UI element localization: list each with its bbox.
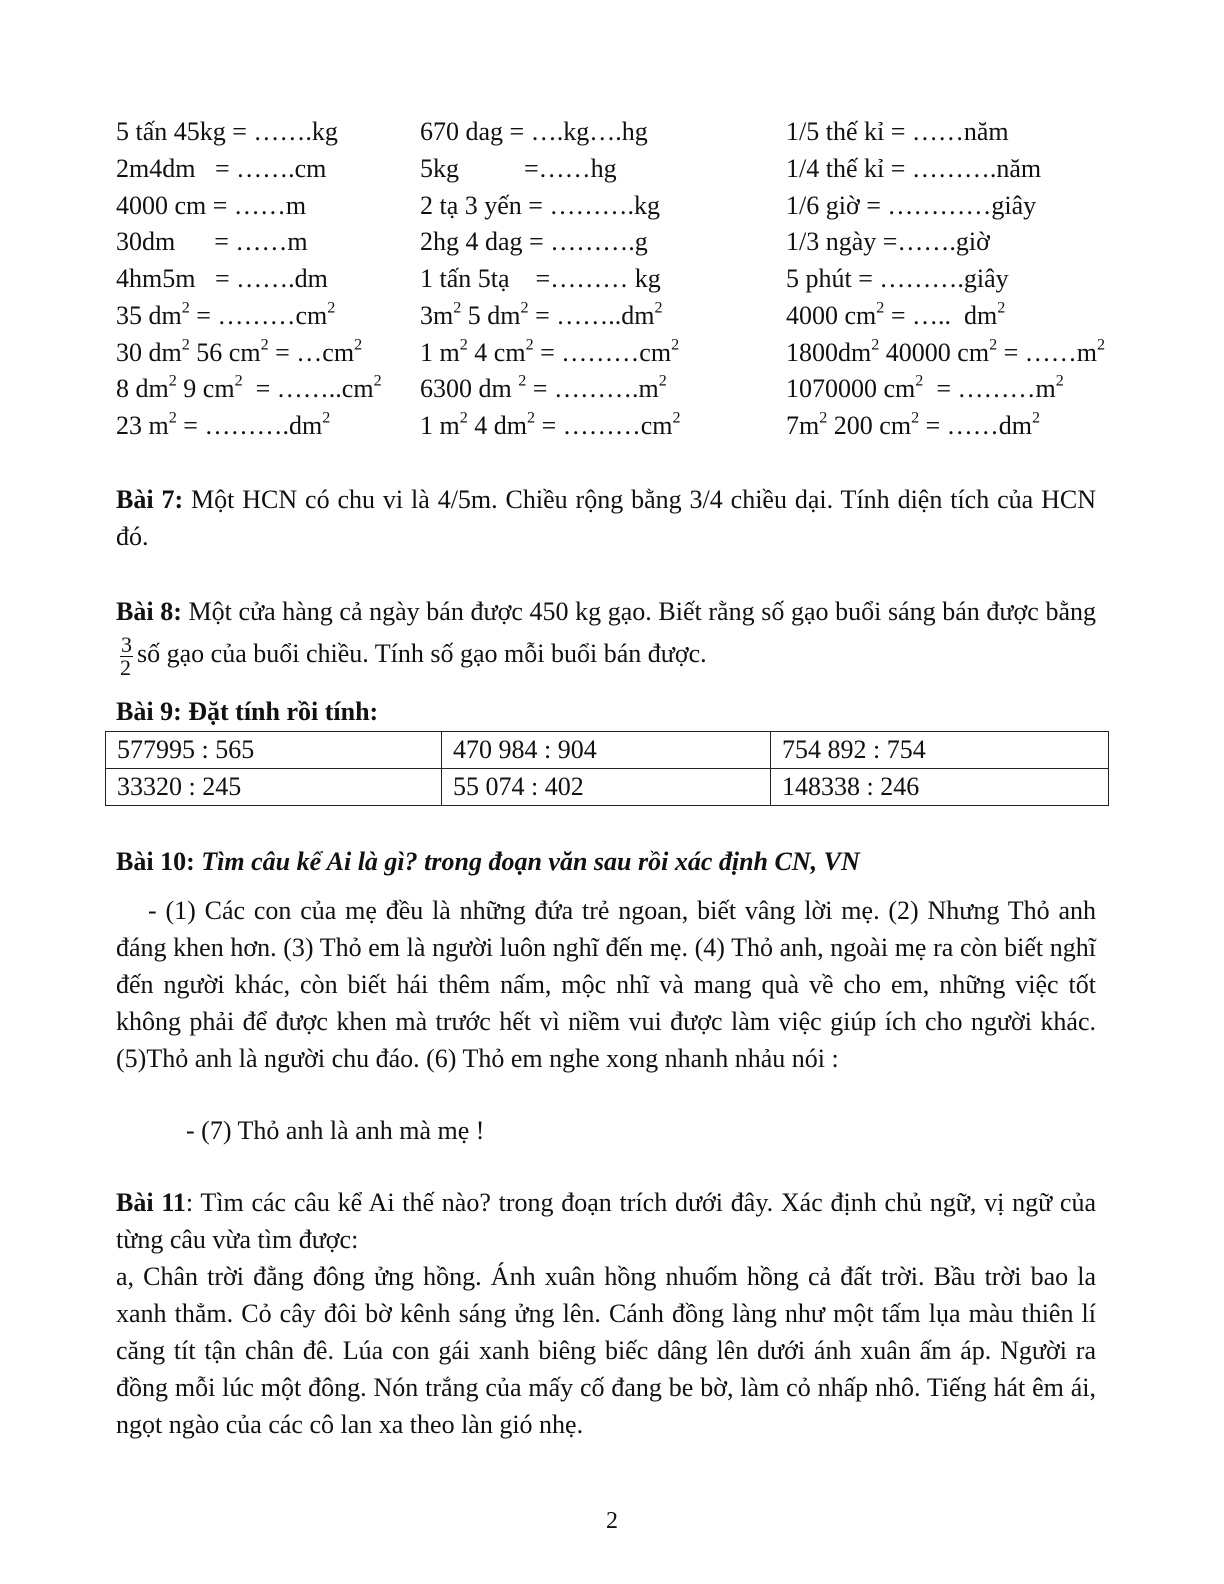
table-cell: 577995 : 565 [106, 732, 442, 769]
table-row [106, 732, 1109, 769]
conversion-item: $1800dm^2$ 40000 $cm^2$ = $\dots\dots m^2$ [786, 336, 1106, 367]
exercise-8-text: Một cửa hàng cả ngày bán được 450 kg gạo. Biết rằng số gạo buổi sáng bán được bằng [181, 597, 1096, 626]
conversion-item: 1/3 ngày =…….giờ [786, 227, 990, 256]
table-cell: 754 892 : 754 [771, 732, 1109, 769]
conversion-item: 670 dag = ….kg….hg [420, 117, 648, 146]
conversion-row [116, 408, 1156, 444]
exercise-11 [116, 1184, 1096, 1258]
conversion-item: 5 phút = ……….giây [786, 264, 1009, 293]
conversion-item: 2m4dm = …….cm [116, 154, 327, 183]
table-row [106, 769, 1109, 806]
conversion-item: 2 tạ 3 yến = ……….kg [420, 191, 660, 220]
conversion-row [116, 224, 1156, 260]
conversion-item: 1070000 $cm^2$ = $\dots\dots\dots m^2$ [786, 372, 1064, 403]
conversion-item: 4hm5m = …….dm [116, 264, 328, 293]
conversion-item: 1/6 giờ = …………giây [786, 191, 1037, 220]
conversion-item: 4000 $cm^2$ = ….. $dm^2$ [786, 299, 1006, 330]
conversion-row [116, 261, 1156, 297]
exercise-10-label: Bài 10: [116, 847, 195, 876]
exercise-11-label: Bài 11 [116, 1188, 186, 1217]
conversion-item: 2hg 4 dag = ……….g [420, 227, 648, 256]
table-cell: 55 074 : 402 [442, 769, 771, 806]
conversion-item: 23 $m^2$ = $\dots\dots\dots.dm^2$ [116, 409, 331, 440]
table-cell: 148338 : 246 [771, 769, 1109, 806]
fraction: $\frac{3}{2}$ [120, 631, 132, 680]
exercise-10-title: Bài 10: Tìm câu kể Ai là gì? trong đoạn văn sau rồi xác định CN, VN [116, 847, 860, 876]
conversion-item: 1/5 thế kỉ = ……năm [786, 117, 1009, 146]
exercise-10-quote: - (7) Thỏ anh là anh mà mẹ ! [186, 1116, 485, 1145]
conversion-row [116, 335, 1156, 371]
exercise-7-label: Bài 7: [116, 485, 184, 514]
conversion-item: 30 $dm^2$ 56 $cm^2$ = $\dots cm^2$ [116, 336, 363, 367]
exercise-7 [116, 481, 1096, 555]
exercise-7-text: Một HCN có chu vi là 4/5m. Chiều rộng bằng 3/4 chiều dại. Tính diện tích của HCN đó. [116, 485, 1096, 551]
conversion-item: 35 $dm^2$ = $\dots\dots\dots cm^2$ [116, 299, 336, 330]
exercise-8-text-end: số gạo của buổi chiều. Tính số gạo mỗi buổi bán được. [137, 639, 707, 668]
conversion-item: 1 $m^2$ 4 $cm^2$ = $\dots\dots\dots cm^2$ [420, 336, 680, 367]
conversion-item: $3m^2$ 5 $dm^2$ = $\dots\dots..dm^2$ [420, 299, 663, 330]
conversion-row [116, 114, 1156, 150]
exercise-9-title: Bài 9: Đặt tính rồi tính: [116, 697, 379, 726]
exercise-8-label: Bài 8: [116, 597, 182, 626]
conversion-item: 1 $m^2$ 4 $dm^2$ = $\dots\dots\dots cm^2$ [420, 409, 681, 440]
exercise-11-text: : Tìm các câu kể Ai thế nào? trong đoạn trích dưới đây. Xác định chủ ngữ, vị ngữ của từng câu vừa tìm được: [116, 1188, 1096, 1254]
exercise-8 [116, 591, 1096, 679]
conversion-item: 1 tấn 5tạ =……… kg [420, 264, 661, 293]
conversion-item: 4000 cm = ……m [116, 191, 307, 220]
conversion-item: 6300 dm $^2 = \dots\dots\dots.m^2$ [420, 372, 667, 403]
conversion-item: $7m^2$ 200 $cm^2$ = $\dots\dots dm^2$ [786, 409, 1041, 440]
table-cell: 470 984 : 904 [442, 732, 771, 769]
conversion-item: 30dm = ……m [116, 227, 308, 256]
table-cell: 33320 : 245 [106, 769, 442, 806]
conversion-row [116, 151, 1156, 187]
conversion-row [116, 371, 1156, 407]
conversion-item: 1/4 thế kỉ = ……….năm [786, 154, 1042, 183]
conversion-item: 8 $dm^2$ 9 $cm^2$ = $\dots\dots..cm^2$ [116, 372, 382, 403]
exercise-10-passage: - (1) Các con của mẹ đều là những đứa trẻ ngoan, biết vâng lời mẹ. (2) Nhưng Thỏ anh đáng khen hơn. (3) Thỏ em là người luôn nghĩ đến mẹ. (4) Thỏ anh, ngoài mẹ ra còn biết nghĩ đến người khác, còn biết hái thêm nấm, mộc nhĩ và mang quà về cho em, những việc tốt không phải để được khen mà trước hết vì niềm vui được làm việc giúp ích cho người khác. (5)Thỏ anh là người chu đáo. (6) Thỏ em nghe xong nhanh nhảu nói : [116, 896, 1096, 1073]
page-number: 2 [606, 1508, 618, 1534]
division-table [105, 731, 1109, 806]
conversion-item: 5kg =……hg [420, 154, 617, 183]
conversion-row [116, 298, 1156, 334]
conversion-item: 5 tấn 45kg = …….kg [116, 117, 338, 146]
conversion-row [116, 188, 1156, 224]
exercise-11-passage: a, Chân trời đằng đông ửng hồng. Ánh xuân hồng nhuốm hồng cả đất trời. Bầu trời bao la xanh thẳm. Cỏ cây đôi bờ kênh sáng ửng lên. Cánh đồng làng như một tấm lụa màu thiên lí căng tít tận chân đê. Lúa con gái xanh biêng biếc dâng lên dưới ánh xuân ấm áp. Người ra đồng mỗi lúc một đông. Nón trắng của mấy cố đang be bờ, làm cỏ nhấp nhô. Tiếng hát êm ái, ngọt ngào của các cô lan xa theo làn gió nhẹ. [116, 1262, 1096, 1439]
